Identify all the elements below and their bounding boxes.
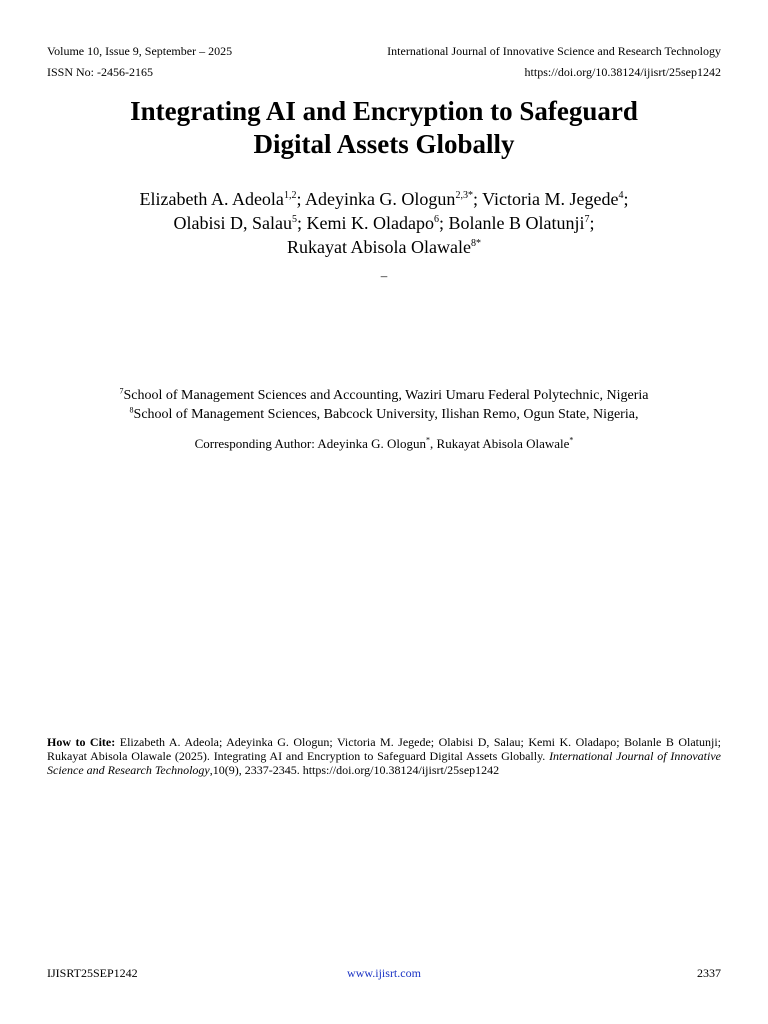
author-name: Rukayat Abisola Olawale xyxy=(287,237,471,257)
author-name: Elizabeth A. Adeola xyxy=(139,189,284,209)
footer-site-link[interactable]: www.ijisrt.com xyxy=(347,966,421,980)
author-name: Adeyinka G. Ologun xyxy=(304,189,456,209)
how-to-cite xyxy=(47,735,721,777)
cite-label: How to Cite: xyxy=(47,735,116,749)
corresponding-mark: * xyxy=(426,435,431,445)
affiliation-text: School of Management Sciences, Babcock University, Ilishan Remo, Ogun State, Nigeria, xyxy=(133,407,639,422)
corresponding-separator: , xyxy=(430,436,437,451)
cite-text: Elizabeth A. Adeola; Adeyinka G. Ologun; Victoria M. Jegede; Olabisi D, Salau; Kemi K. Oladapo; Bolanle B Olatunji; Rukayat Abisola Olawale (2025). Integrating AI and Encryption to Safeguard Digital Assets Globally. xyxy=(47,735,721,763)
corresponding-author-1: Adeyinka G. Ologun xyxy=(317,436,427,451)
author-separator: ; xyxy=(589,213,595,233)
header-journal: International Journal of Innovative Science and Research Technology xyxy=(387,44,721,58)
footer-page-number: 2337 xyxy=(697,966,721,980)
paper-title-line-2: Digital Assets Globally xyxy=(253,129,515,159)
header-volume: Volume 10, Issue 9, September – 2025 xyxy=(47,44,233,58)
author-affiliation-sup: 6 xyxy=(433,214,439,225)
cite-journal: International Journal of Innovative Science and Research Technology xyxy=(47,749,721,777)
author-list xyxy=(40,187,728,259)
author-separator: ; xyxy=(296,189,305,209)
author-line-2 xyxy=(40,211,728,235)
author-name: Bolanle B Olatunji xyxy=(448,213,585,233)
author-affiliation-sup: 1,2 xyxy=(283,190,297,201)
corresponding-mark: * xyxy=(569,435,574,445)
affiliation-text: School of Management Sciences and Accounting, Waziri Umaru Federal Polytechnic, Nigeria xyxy=(123,388,649,403)
author-name: Kemi K. Oladapo xyxy=(306,213,434,233)
affiliation-number: 8 xyxy=(129,405,134,415)
corresponding-author-2: Rukayat Abisola Olawale xyxy=(436,436,570,451)
author-name: Olabisi D, Salau xyxy=(173,213,292,233)
corresponding-label: Corresponding Author: xyxy=(194,436,318,451)
affiliation-number: 7 xyxy=(119,386,124,396)
header-doi-link[interactable]: https://doi.org/10.38124/ijisrt/25sep1242 xyxy=(524,65,721,79)
author-affiliation-sup: 5 xyxy=(292,214,297,225)
author-line-1 xyxy=(40,187,728,211)
cite-tail: ,10(9), 2337-2345. https://doi.org/10.38124/ijisrt/25sep1242 xyxy=(209,763,500,777)
affiliation-item xyxy=(40,405,728,424)
author-separator: ; xyxy=(438,213,449,233)
separator-dash: – xyxy=(380,268,388,283)
paper-title xyxy=(40,95,728,161)
paper-title-line-1: Integrating AI and Encryption to Safeguard xyxy=(130,96,638,126)
author-separator: ; xyxy=(623,189,629,209)
author-name: Victoria M. Jegede xyxy=(482,189,619,209)
author-affiliation-sup: 8* xyxy=(470,238,481,249)
author-affiliation-sup: 7 xyxy=(584,214,590,225)
author-affiliation-sup: 4 xyxy=(618,190,624,201)
author-separator: ; xyxy=(297,213,307,233)
author-line-3 xyxy=(40,235,728,259)
header-issn: ISSN No: -2456-2165 xyxy=(47,65,154,79)
affiliation-item xyxy=(40,386,728,405)
footer-paper-id: IJISRT25SEP1242 xyxy=(47,966,138,980)
corresponding-author xyxy=(40,436,728,452)
author-separator: ; xyxy=(472,189,483,209)
affiliations xyxy=(40,386,728,424)
author-affiliation-sup: 2,3* xyxy=(455,190,473,201)
